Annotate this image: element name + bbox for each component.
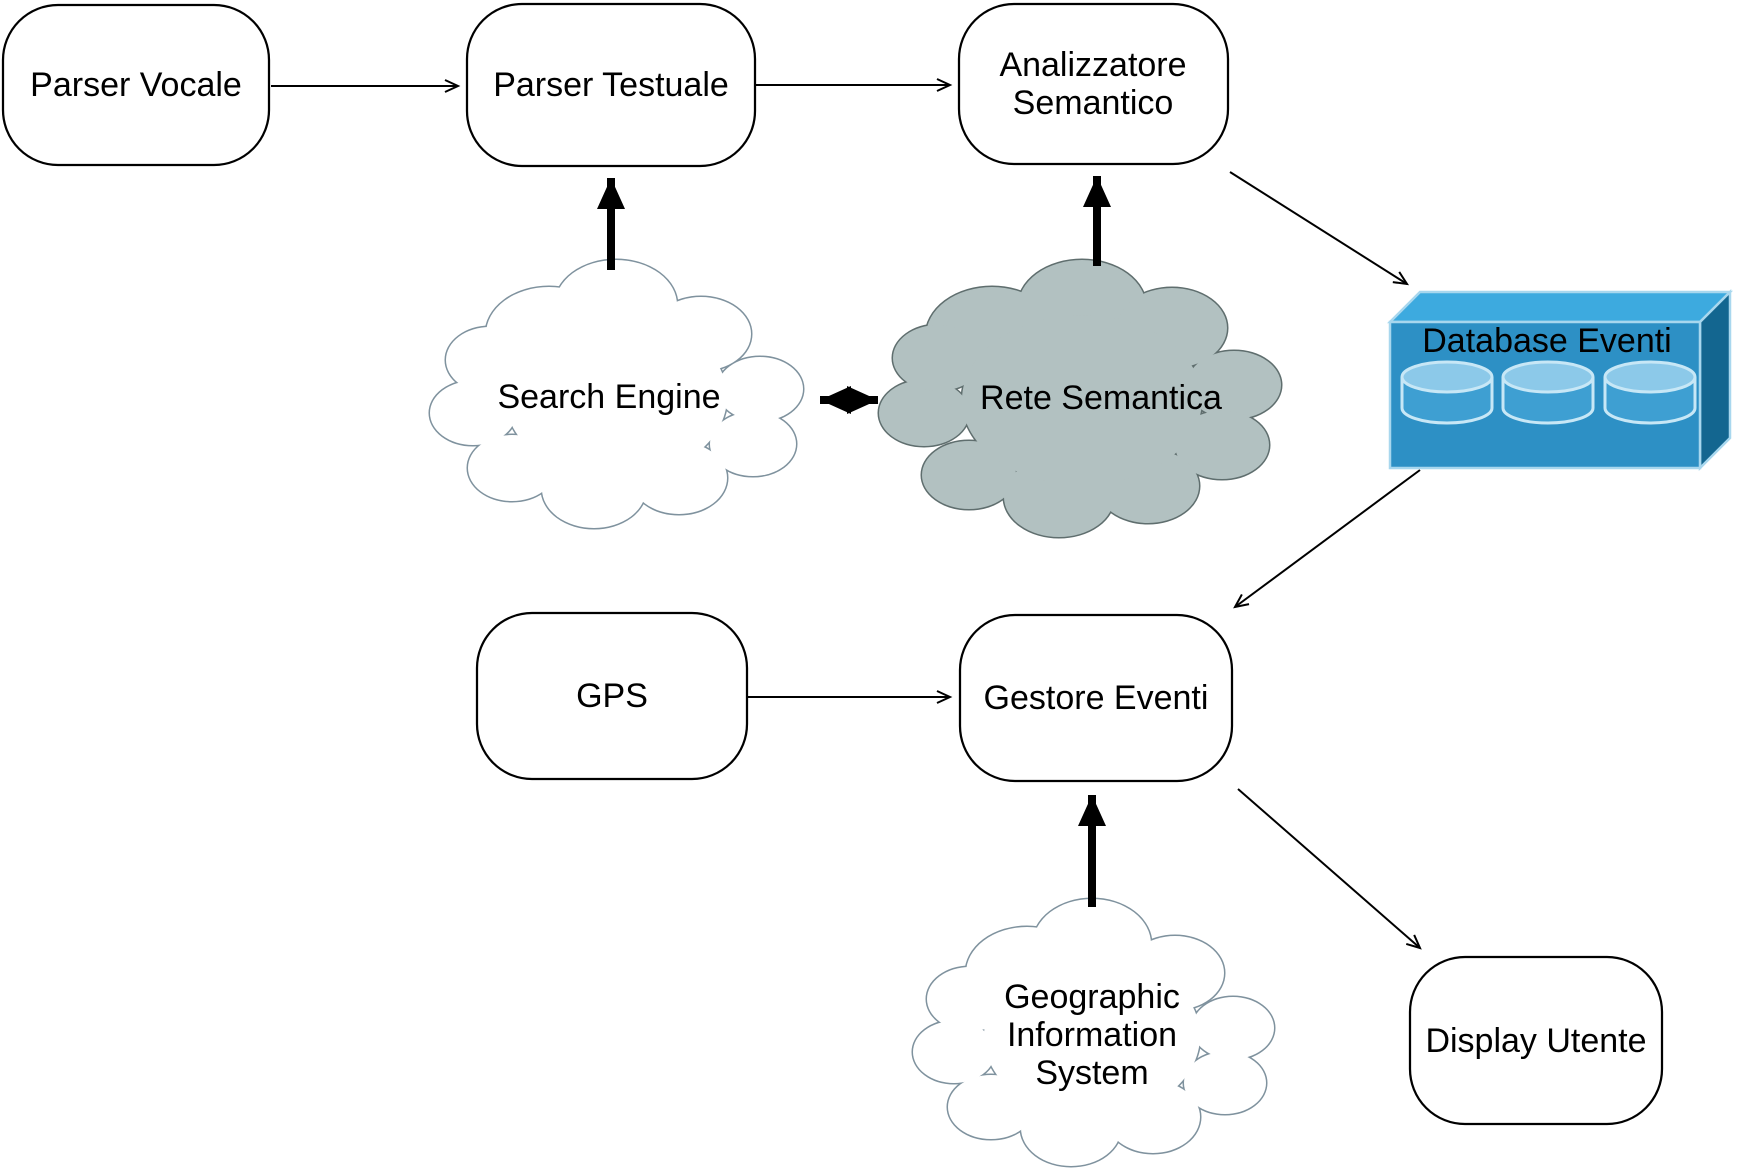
analizzatore-semantico-label-line1: Analizzatore bbox=[999, 46, 1187, 84]
arrow-analizzatore-to-database-eventi bbox=[1230, 172, 1407, 284]
arrow-database-eventi-to-gestore-eventi bbox=[1235, 470, 1420, 607]
display-utente-label: Display Utente bbox=[1425, 1022, 1647, 1060]
search-engine-label: Search Engine bbox=[497, 378, 721, 416]
gps-label: GPS bbox=[576, 677, 648, 715]
gestore-eventi-label: Gestore Eventi bbox=[983, 679, 1209, 717]
database-cylinders bbox=[1402, 362, 1695, 423]
node-display-utente bbox=[1410, 957, 1662, 1124]
node-database-eventi bbox=[1390, 292, 1730, 468]
gis-label-line1: Geographic bbox=[1004, 978, 1180, 1016]
database-box-side-face bbox=[1700, 292, 1730, 468]
node-parser-testuale bbox=[467, 4, 755, 166]
node-analizzatore-semantico bbox=[959, 4, 1228, 164]
gis-label-line3: System bbox=[1035, 1054, 1149, 1092]
parser-vocale-label: Parser Vocale bbox=[30, 66, 242, 104]
node-gps bbox=[477, 613, 747, 779]
rete-semantica-label: Rete Semantica bbox=[980, 379, 1222, 417]
analizzatore-semantico-label-line2: Semantico bbox=[1012, 84, 1174, 122]
database-eventi-label: Database Eventi bbox=[1422, 322, 1672, 360]
gis-label-line2: Information bbox=[1006, 1016, 1178, 1054]
node-gis-cloud bbox=[913, 899, 1274, 1166]
node-rete-semantica-cloud bbox=[879, 260, 1281, 537]
arrow-gestore-eventi-to-display-utente bbox=[1238, 789, 1420, 948]
database-box-top-face bbox=[1390, 292, 1730, 322]
node-gestore-eventi bbox=[960, 615, 1232, 781]
node-parser-vocale bbox=[3, 5, 269, 165]
node-search-engine-cloud bbox=[430, 260, 803, 528]
parser-testuale-label: Parser Testuale bbox=[493, 66, 729, 104]
